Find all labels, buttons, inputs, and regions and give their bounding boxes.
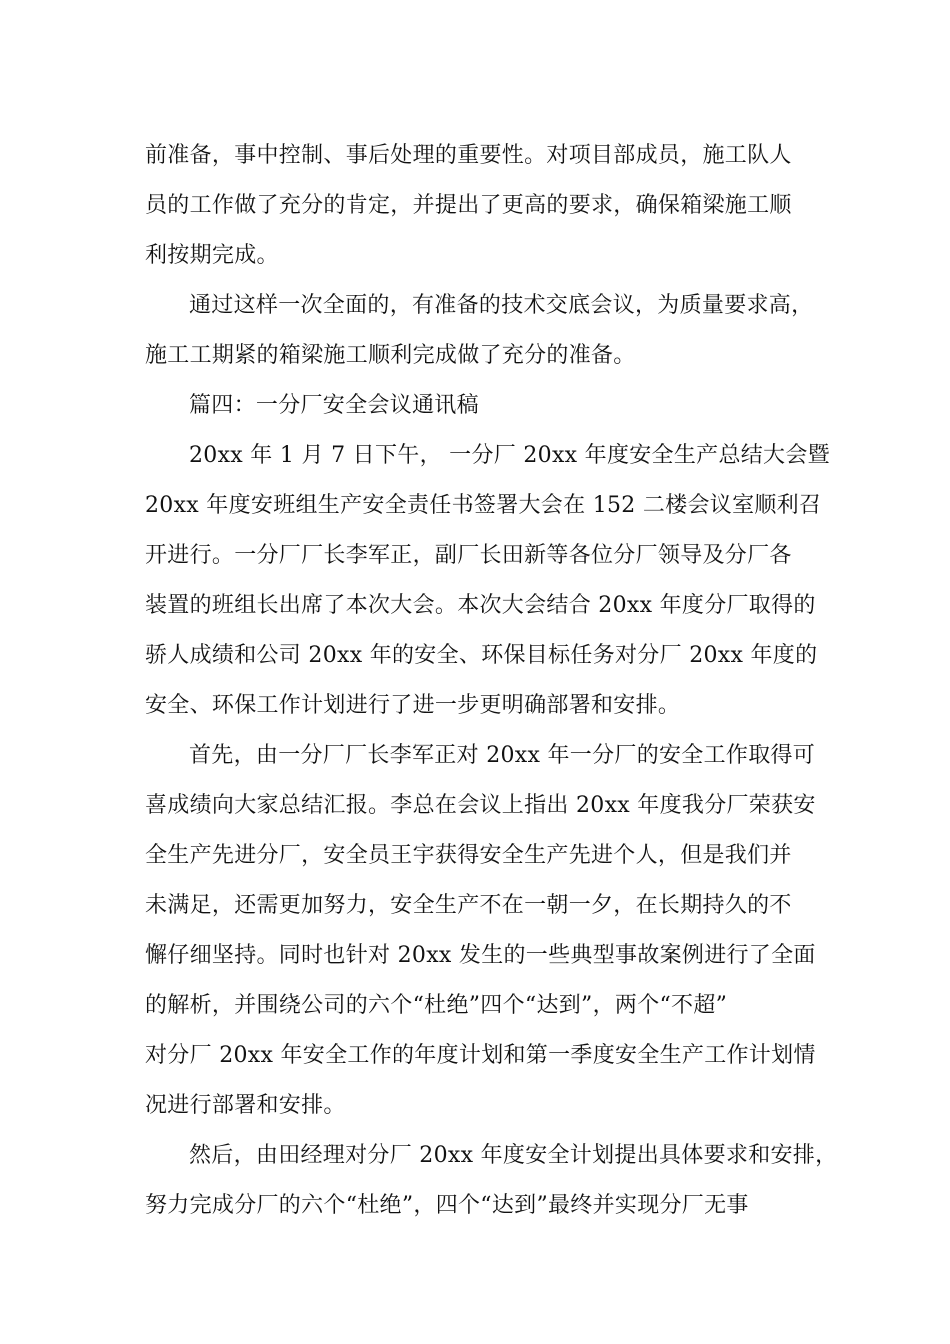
paragraph	[145, 431, 830, 731]
paragraph	[145, 131, 825, 281]
text-line: 未满足，还需更加努力，安全生产不在一朝一夕，在长期持久的不	[145, 893, 792, 918]
text-line: 利按期完成。	[145, 243, 279, 268]
text-line: 施工工期紧的箱梁施工顺利完成做了充分的准备。	[145, 343, 636, 368]
text-line: 懈仔细坚持。同时也针对 20xx 发生的一些典型事故案例进行了全面	[145, 943, 816, 968]
paragraph	[145, 1131, 838, 1231]
text-line: 20xx 年度安班组生产安全责任书签署大会在 152 二楼会议室顺利召	[145, 493, 822, 518]
text-line: 全生产先进分厂，安全员王宇获得安全生产先进个人，但是我们并	[145, 843, 792, 868]
text-line: 的解析，并围绕公司的六个“杜绝”四个“达到”，两个“不超”	[145, 993, 728, 1018]
text-line: 20xx 年 1 月 7 日下午， 一分厂 20xx 年度安全生产总结大会暨	[189, 443, 830, 468]
text-line: 装置的班组长出席了本次大会。本次大会结合 20xx 年度分厂取得的	[145, 593, 816, 618]
text-line: 通过这样一次全面的，有准备的技术交底会议，为质量要求高，	[189, 293, 814, 318]
text-line: 对分厂 20xx 年安全工作的年度计划和第一季度安全生产工作计划情	[145, 1043, 816, 1068]
paragraph	[145, 731, 825, 1131]
text-line: 首先，由一分厂厂长李军正对 20xx 年一分厂的安全工作取得可	[189, 743, 816, 768]
text-line: 况进行部署和安排。	[145, 1093, 346, 1118]
text-line: 开进行。一分厂厂长李军正，副厂长田新等各位分厂领导及分厂各	[145, 543, 792, 568]
text-line: 然后，由田经理对分厂 20xx 年度安全计划提出具体要求和安排，	[189, 1143, 838, 1168]
text-line: 篇四：一分厂安全会议通讯稿	[189, 393, 479, 418]
section-heading	[145, 381, 825, 431]
text-line: 前准备，事中控制、事后处理的重要性。对项目部成员，施工队人	[145, 143, 792, 168]
text-line: 努力完成分厂的六个“杜绝”，四个“达到”最终并实现分厂无事	[145, 1193, 749, 1218]
text-line: 员的工作做了充分的肯定，并提出了更高的要求，确保箱梁施工顺	[145, 193, 792, 218]
text-line: 喜成绩向大家总结汇报。李总在会议上指出 20xx 年度我分厂荣获安	[145, 793, 816, 818]
text-line: 骄人成绩和公司 20xx 年的安全、环保目标任务对分厂 20xx 年度的	[145, 643, 818, 668]
text-line: 安全、环保工作计划进行了进一步更明确部署和安排。	[145, 693, 681, 718]
paragraph	[145, 281, 825, 381]
